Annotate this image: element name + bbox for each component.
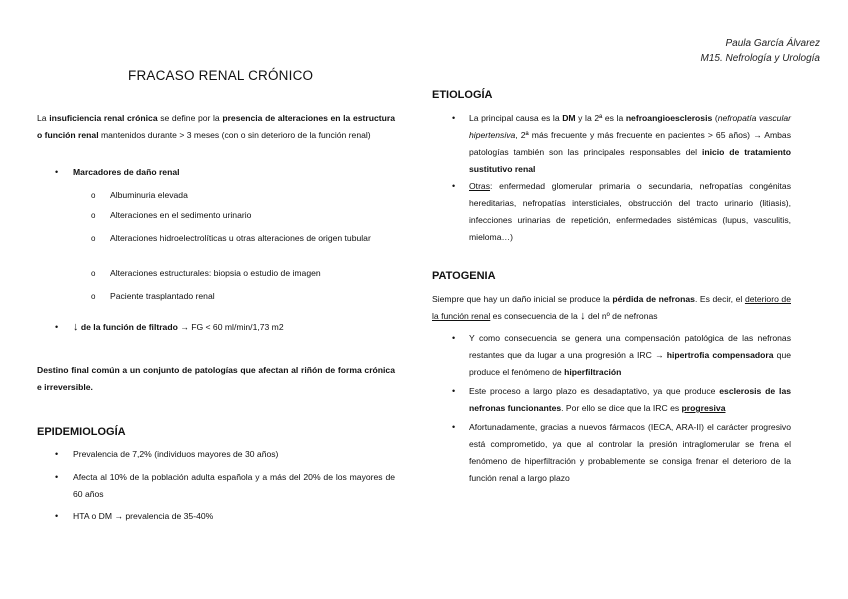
marker-item: Paciente trasplantado renal [110,291,215,301]
bullet-icon: • [55,449,59,459]
markers-title: Marcadores de daño renal [73,167,180,177]
epidemiology-item: Afecta al 10% de la población adulta española y a más del 20% de los mayores de 60 años [73,472,395,499]
etiology-item-others: Otras: enfermedad glomerular primaria o secundaria, nefropatías congénitas hereditarias, nefropatías intersticiales, obstrucción del tracto urinario (litiasis), infecciones urinarias de repetición, enfermedades sistémicas (lupus, vasculitis, mieloma…) [469,181,791,242]
circle-bullet-icon: o [91,234,96,243]
circle-bullet-icon: o [91,292,96,301]
bullet-icon: • [55,322,59,332]
right-arrow-icon: → [180,322,189,332]
pathogenesis-item: Este proceso a largo plazo es desadaptativo, ya que produce esclerosis de las nefronas funcionantes. Por ello se dice que la IRC es progresiva [469,386,792,413]
bullet-icon: • [452,181,456,191]
bullet-icon: • [452,422,456,432]
bullet-icon: • [55,167,59,177]
marker-item: Albuminuria elevada [110,190,188,200]
circle-bullet-icon: o [91,211,96,220]
final-destination-paragraph: Destino final común a un conjunto de patologías que afectan al riñón de forma crónica e irreversible. [37,365,395,392]
down-arrow-icon: ↓ [73,321,79,333]
filtration-line: ↓ de la función de filtrado → FG < 60 ml/min/1,73 m2 [73,321,284,333]
bullet-icon: • [55,511,59,521]
circle-bullet-icon: o [91,191,96,200]
epidemiology-item: Prevalencia de 7,2% (individuos mayores de 30 años) [73,449,279,459]
definition-paragraph: La insuficiencia renal crónica se define por la presencia de alteraciones en la estructura o función renal mantenidos durante > 3 meses (con o sin deterioro de la función renal) [37,113,395,140]
page-title: FRACASO RENAL CRÓNICO [128,68,314,83]
pathogenesis-intro: Siempre que hay un daño inicial se produce la pérdida de nefronas. Es decir, el deterioro de la función renal es consecuencia de la ↓ del nº de nefronas [432,294,791,322]
bullet-icon: • [452,333,456,343]
circle-bullet-icon: o [91,269,96,278]
marker-item: Alteraciones en el sedimento urinario [110,210,252,220]
header-course: M15. Nefrología y Urología [700,53,820,64]
epidemiology-heading: EPIDEMIOLOGÍA [37,426,126,438]
marker-item: Alteraciones estructurales: biopsia o estudio de imagen [110,268,321,278]
bullet-icon: • [452,386,456,396]
etiology-item-main-cause: La principal causa es la DM y la 2ª es la nefroangioesclerosis (nefropatía vascular hipertensiva, 2ª más frecuente y más frecuente en pacientes > 65 años) → Ambas patologías también son las principales responsables del inicio de tratamiento sustitutivo renal [469,113,792,174]
pathogenesis-heading: PATOGENIA [432,270,496,282]
down-arrow-icon: ↓ [580,310,586,322]
header-author: Paula García Álvarez [725,38,820,49]
bullet-icon: • [452,113,456,123]
etiology-heading: ETIOLOGÍA [432,89,493,101]
epidemiology-item: HTA o DM → prevalencia de 35-40% [73,511,214,521]
pathogenesis-item: Y como consecuencia se genera una compensación patológica de las nefronas restantes que da lugar a una progresión a IRC → hipertrofia compensadora que produce el fenómeno de hiperfiltración [469,333,792,377]
bullet-icon: • [55,472,59,482]
pathogenesis-item: Afortunadamente, gracias a nuevos fármacos (IECA, ARA-II) el carácter progresivo está comprometido, ya que al controlar la presión intraglomerular se frena el fenómeno de hiperfiltración y probablemente se consiga frenar el deterioro de la función renal a largo plazo [469,422,791,483]
marker-item: Alteraciones hidroelectrolíticas u otras alteraciones de origen tubular [110,233,371,243]
